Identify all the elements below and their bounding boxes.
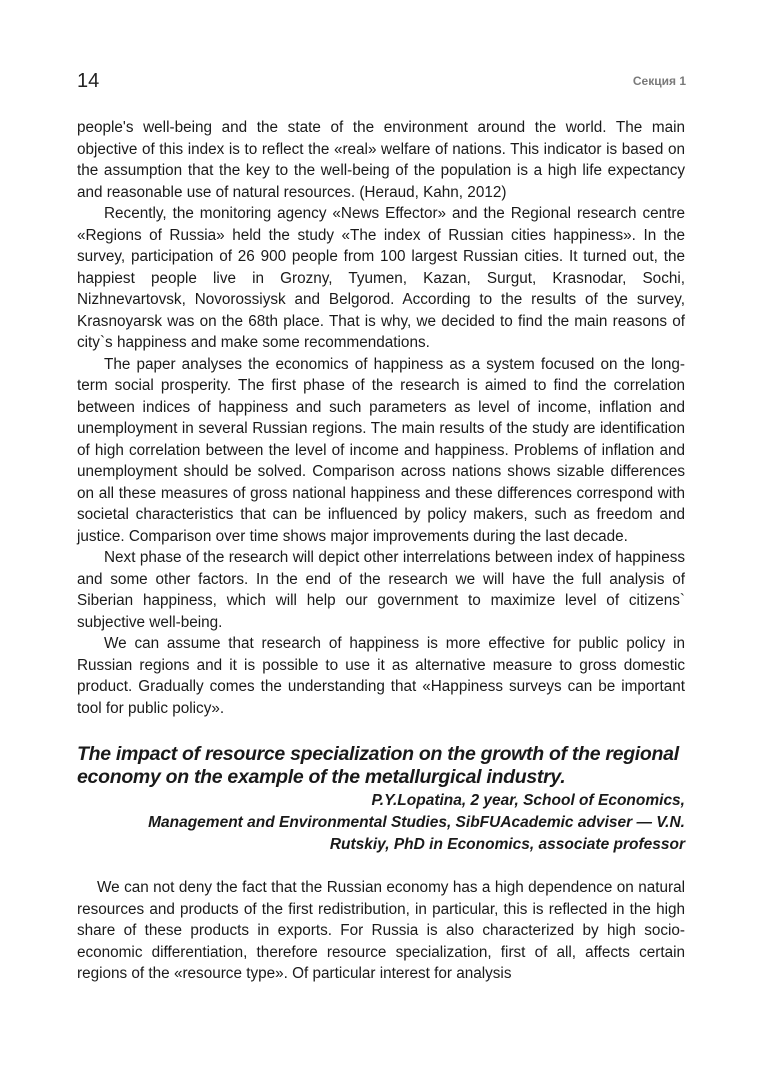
body-paragraph: We can assume that research of happiness is more effective for public policy in Russian regions and it is possible to use it as alternative measure to gross domestic product. Gradually comes the understanding that «Happiness surveys can be important tool for public policy».	[77, 635, 685, 717]
section-label: Секция 1	[632, 74, 686, 88]
body-paragraph: Recently, the monitoring agency «News Effector» and the Regional research centre «Regions of Russia» held the study «The index of Russian cities happiness». In the survey, participation of 26 900 people from 100 largest Russian cities. It turned out, the happiest people live in Grozny, Tyumen, Kazan, Surgut, Krasnodar, Sochi, Nizhnevartovsk, Novorossiysk and Belgorod. According to the results of the survey, Krasnoyarsk was on the 68th place. That is why, we decided to find the main reasons of city`s happiness and make some recommendations.	[77, 205, 685, 351]
byline-line: Rutskiy, PhD in Economics, associate professor	[329, 836, 685, 853]
page-number: 14	[77, 70, 100, 92]
article-paragraph: We can not deny the fact that the Russian economy has a high dependence on natural resources and products of the first redistribution, in particular, this is reflected in the high share of these products in exports. For Russia is also characterized by high socio-economic differentiation, therefore resource specialization, first of all, affects certain regions of the «resource type». Of particular interest for analysis	[77, 879, 685, 982]
article-title: The impact of resource specialization on the growth of the regional economy on the example of the metallurgical industry.	[77, 743, 679, 788]
body-paragraph: people's well-being and the state of the environment around the world. The main objective of this index is to reflect the «real» welfare of nations. This indicator is based on the assumption that the key to the well-being of the population is a high life expectancy and reasonable use of natural resources. (Heraud, Kahn, 2012)	[77, 119, 685, 201]
byline-line: Management and Environmental Studies, SibFUAcademic adviser — V.N.	[148, 814, 685, 831]
page-content	[77, 117, 685, 985]
body-paragraph: The paper analyses the economics of happiness as a system focused on the long-term social prosperity. The first phase of the research is aimed to find the correlation between indices of happiness and such parameters as level of income, inflation and unemployment in several Russian regions. The main results of the study are identification of high correlation between the level of income and happiness. Problems of inflation and unemployment should be solved. Comparison across nations shows sizable differences on all these measures of gross national happiness and these differences correspond with societal characteristics that can be influenced by policy makers, such as freedom and justice. Comparison over time shows major improvements during the last decade.	[77, 355, 685, 545]
article-body	[77, 877, 685, 985]
byline-line: P.Y.Lopatina, 2 year, School of Economics,	[371, 792, 685, 809]
body-paragraph: Next phase of the research will depict other interrelations between index of happiness and some other factors. In the end of the research we will have the full analysis of Siberian happiness, which will help our government to maximize level of citizens` subjective well-being.	[77, 549, 685, 631]
article-byline	[77, 790, 685, 856]
